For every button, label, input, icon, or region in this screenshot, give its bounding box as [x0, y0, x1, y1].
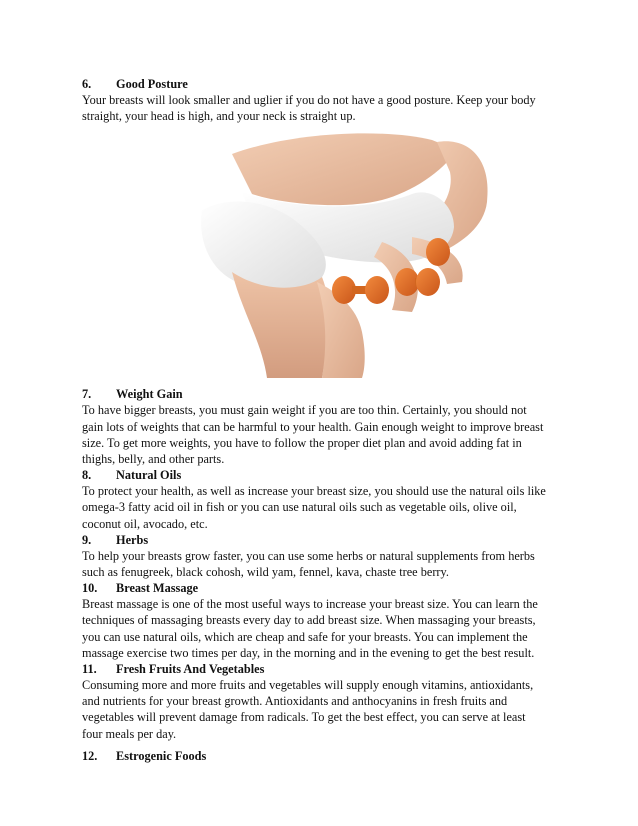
section-number: 6. — [82, 77, 92, 91]
section-title: Good Posture — [116, 77, 188, 91]
paragraph-line: massage exercise two times per day, in the morning and in the evening to get the best result. — [82, 645, 535, 660]
paragraph-line: and nutrients for your breast growth. Antioxidants and anthocyanins in fresh fruits and — [82, 694, 508, 709]
exercise-photo — [82, 132, 562, 378]
section-title: Fresh Fruits And Vegetables — [116, 662, 265, 677]
section-title: Natural Oils — [116, 468, 182, 483]
paragraph-line: straight, your head is high, and your neck is straight up. — [82, 109, 356, 124]
paragraph-line: Breast massage is one of the most useful ways to increase your breast size. You can learn the — [82, 597, 538, 612]
section-heading — [82, 532, 562, 548]
section-title: Herbs — [116, 532, 149, 547]
paragraph-line: such as fenugreek, black cohosh, wild yam, fennel, kava, chaste tree berry. — [82, 565, 449, 580]
section-number: 7. — [82, 387, 92, 402]
section-title: Estrogenic Foods — [116, 748, 207, 763]
section-number: 12. — [82, 748, 98, 763]
paragraph-line: vegetables will prevent damage from radicals. To get the best effect, you can serve at least — [82, 710, 526, 725]
section-heading — [82, 748, 562, 764]
paragraph-line: thighs, belly, and other parts. — [82, 452, 225, 467]
paragraph-line: Your breasts will look smaller and uglier if you do not have a good posture. Keep your body — [82, 93, 536, 107]
paragraph-line: omega-3 fatty acid oil in fish or you can use natural oils such as vegetable oils, olive oil, — [82, 500, 517, 515]
section-number: 8. — [82, 468, 92, 483]
paragraph-line: gain lots of weights that can be harmful to your health. Gain enough weight to improve breast — [82, 419, 544, 434]
dumbbell-left — [332, 276, 389, 304]
section-title: Weight Gain — [116, 387, 183, 402]
paragraph-line: To protect your health, as well as increase your breast size, you should use the natural oils like — [82, 484, 546, 499]
section-heading — [82, 386, 562, 402]
section-heading — [82, 661, 562, 677]
section-heading — [82, 580, 562, 596]
paragraph-line: you can use natural oils, which are cheap and safe for your breasts. You can implement the — [82, 629, 528, 644]
section-number: 11. — [82, 662, 97, 677]
paragraph-line: size. To get more weights, you have to follow the proper diet plan and avoid adding fat in — [82, 435, 522, 450]
woman-dumbbell-illustration — [82, 132, 562, 378]
paragraph-line: To have bigger breasts, you must gain weight if you are too thin. Certainly, you should not — [82, 403, 527, 418]
section-paragraph — [82, 596, 562, 661]
section-number: 10. — [82, 581, 98, 596]
section-title: Breast Massage — [116, 581, 199, 596]
paragraph-line: Consuming more and more fruits and vegetables will supply enough vitamins, antioxidants, — [82, 678, 534, 693]
section-number: 9. — [82, 532, 92, 547]
section-heading — [82, 467, 562, 483]
paragraph-line: four meals per day. — [82, 726, 177, 741]
paragraph-line: To help your breasts grow faster, you can use some herbs or natural supplements from herbs — [82, 548, 535, 563]
section-heading — [82, 76, 562, 92]
section-paragraph — [82, 402, 562, 467]
section-paragraph — [82, 548, 562, 580]
section-paragraph — [82, 92, 562, 124]
paragraph-line: coconut oil, avocado, etc. — [82, 516, 208, 531]
page-content — [82, 76, 562, 764]
section-paragraph — [82, 483, 562, 532]
paragraph-line: techniques of massaging breasts every day to add breast size. When massaging your breasts, — [82, 613, 536, 628]
section-paragraph — [82, 677, 562, 742]
